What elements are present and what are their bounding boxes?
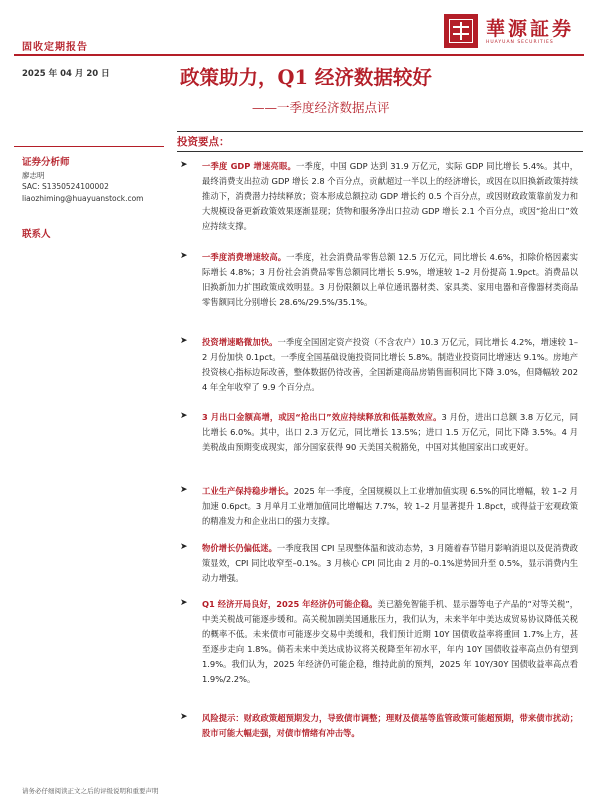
key-point-body: 一季度全国固定资产投资（不含农户）10.3 万亿元，同比增长 4.2%，增速较 1–2 月份加快 0.1pct。一季度全国基础设施投资同比增长 5.8%。制造业投资同比增速达 9.1%。房地产投资核心指标边际改善，整体数据仍待改善，全国新建商品房销售面积同比下降 3.0%，但降幅较 2024 年全年收窄了 9.9 个百分点。	[202, 337, 578, 392]
key-point-paragraph	[202, 597, 578, 687]
page-subtitle: ——一季度经济数据点评	[252, 100, 390, 115]
logo-seal-icon	[444, 14, 478, 48]
page-title: 政策助力，Q1 经济数据较好	[180, 66, 432, 89]
key-point-paragraph	[202, 484, 578, 529]
bullet-arrow-icon: ➤	[180, 411, 188, 421]
logo-name-cn: 華源証券	[486, 17, 575, 40]
key-point-body: 美已豁免智能手机、显示器等电子产品的“对等关税”，中美关税战可能逐步缓和。高关税加剧美国通胀压力，我们认为，未来半年中美达成贸易协议降低关税的概率不低。未来债市可能逐步交易中美缓和，我们预计近期 10Y 国债收益率将重回 1.7%上方，甚至逐步走向 1.8%。倘若未来中美达成协议将关税降至年初水平，年内 10Y 国债收益率高点仍有望到 1.9%。我们认为，2025 年经济仍可能企稳，维持此前的预判，2025 年 10Y/30Y 国债收益率高点看 1.9%/2.2%。	[202, 599, 578, 684]
key-point-lead: Q1 经济开局良好，2025 年经济仍可能企稳。	[202, 599, 378, 609]
key-points-bottom-rule	[177, 151, 583, 152]
key-point-lead: 3 月出口金额高增，或因“抢出口”效应持续释放和低基数效应。	[202, 412, 442, 422]
key-point-lead: 物价增长仍偏低迷。	[202, 543, 277, 553]
key-points-heading: 投资要点：	[177, 136, 230, 148]
key-point-lead: 一季度 GDP 增速亮眼。	[202, 161, 296, 171]
key-point-body: 一季度我国 CPI 呈现整体温和波动态势，3 月随着春节错月影响消退以及促消费政策显效，CPI 同比收窄至–0.1%。3 月核心 CPI 同比由 2 月的–0.1%逆势回升至 0.5%，显示消费内生动力增强。	[202, 543, 578, 583]
key-point-body: 一季度，中国 GDP 达到 31.9 万亿元，实际 GDP 同比增长 5.4%。其中，最终消费支出拉动 GDP 增长 2.8 个百分点，贡献超过一半以上的经济增长，或因在以旧换新政策持续推动下，消费潜力持续释放；资本形成总额拉动 GDP 增长约 0.5 个百分点，或因财政政策靠前发力和大规模设备更新政策效果逐渐显现；货物和服务净出口拉动 GDP 增长 2.1 个百分点，或因“抢出口”效应持续支撑。	[202, 161, 578, 231]
key-points-top-rule	[177, 131, 583, 132]
key-point-paragraph	[202, 335, 578, 395]
bullet-arrow-icon: ➤	[180, 542, 188, 552]
key-point-body: 一季度，社会消费品零售总额 12.5 万亿元，同比增长 4.6%，扣除价格因素实际增长 4.8%；3 月份社会消费品零售总额同比增长 5.9%，增速较 1–2 月份提高 1.9pct。消费品以旧换新加力扩围政策成效明显。3 月份限额以上单位通讯器材类、家具类、家用电器和音像器材类商品零售额同比分别增长 28.6%/29.5%/35.1%。	[202, 252, 578, 307]
report-date: 2025 年 04 月 20 日	[22, 69, 110, 79]
footer-disclaimer: 请务必仔细阅读正文之后的评级说明和重要声明	[22, 787, 159, 795]
contact-section-title: 联系人	[22, 229, 51, 240]
sidebar-divider	[14, 146, 164, 147]
key-point-lead: 投资增速略微加快。	[202, 337, 278, 347]
key-point-paragraph	[202, 541, 578, 586]
risk-warning-paragraph	[202, 711, 578, 741]
analyst-email[interactable]: liaozhiming@huayuanstock.com	[22, 194, 144, 203]
key-point-paragraph	[202, 410, 578, 455]
key-point-lead: 一季度消费增速较高。	[202, 252, 287, 262]
analyst-sac: SAC: S1350524100002	[22, 182, 109, 191]
report-type: 固收定期报告	[22, 42, 88, 53]
key-point-body: 2025 年一季度，全国规模以上工业增加值实现 6.5%的同比增幅，较 1–2 月加速 0.6pct。3 月单月工业增加值同比增幅达 7.7%，较 1–2 月显著提升 1.8pct，或得益于宏观政策的精准发力和企业出口的强力支撑。	[202, 486, 578, 526]
bullet-arrow-icon: ➤	[180, 598, 188, 608]
key-point-lead: 工业生产保持稳步增长。	[202, 486, 294, 496]
key-point-paragraph	[202, 250, 578, 310]
logo-name-en: HUAYUAN SECURITIES	[486, 39, 554, 45]
company-logo	[444, 14, 574, 48]
risk-warning-text: 风险提示：财政政策超预期发力，导致债市调整；理财及债基等监管政策可能超预期，带来债市扰动；股市可能大幅走强，对债市情绪有冲击等。	[202, 713, 578, 738]
key-point-paragraph	[202, 159, 578, 234]
analyst-section-title: 证券分析师	[22, 157, 70, 168]
header-divider	[14, 54, 584, 56]
analyst-name: 廖志明	[22, 171, 45, 180]
bullet-arrow-icon: ➤	[180, 336, 188, 346]
bullet-arrow-icon: ➤	[180, 712, 188, 722]
bullet-arrow-icon: ➤	[180, 251, 188, 261]
bullet-arrow-icon: ➤	[180, 160, 188, 170]
key-point-body: 3 月份，进出口总额 3.8 万亿元，同比增长 6.0%。其中，出口 2.3 万亿元，同比增长 13.5%；进口 1.5 万亿元，同比下降 3.5%。4 月美税战由预期变成现实，部分国家获得 90 天美国关税豁免，中国对其他国家出口或更好。	[202, 412, 578, 452]
bullet-arrow-icon: ➤	[180, 485, 188, 495]
